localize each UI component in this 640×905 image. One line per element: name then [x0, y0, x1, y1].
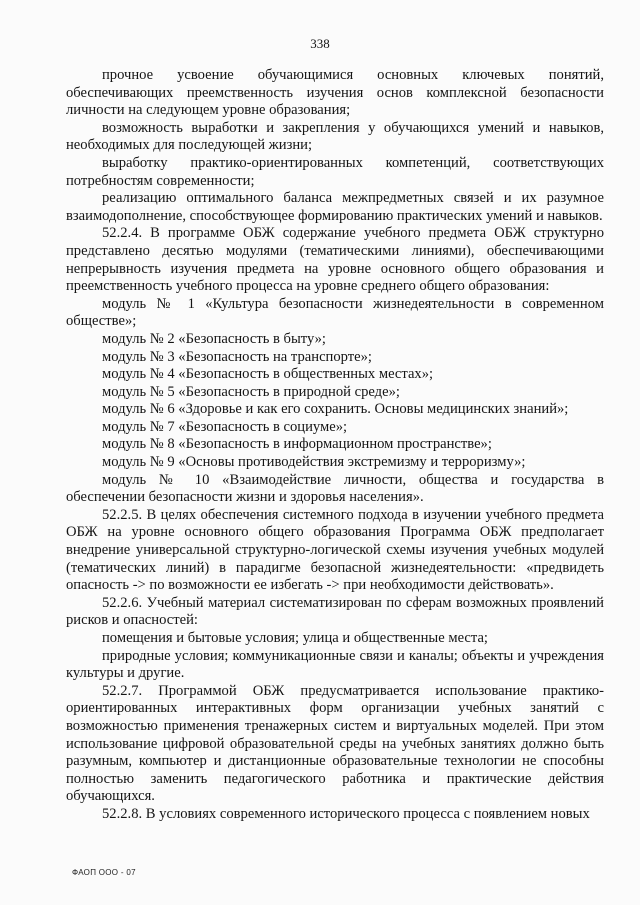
paragraph: возможность выработки и закрепления у обучающихся умений и навыков, необходимых для последующей жизни;: [66, 119, 604, 154]
module-item: модуль № 3 «Безопасность на транспорте»;: [102, 348, 372, 365]
footer-code: ФАОП ООО - 07: [72, 868, 136, 877]
paragraph-section-52-2-5: 52.2.5. В целях обеспечения системного подхода в изучении учебного предмета ОБЖ на уровне основного общего образования Программа ОБЖ предполагает внедрение универсальной структурно-логической схемы изучения учебных модулей (тематических линий) в парадигме безопасной жизнедеятельности: «предвидеть опасность -> по возможности ее избегать -> при необходимости действовать».: [66, 506, 604, 594]
module-item: модуль № 2 «Безопасность в быту»;: [102, 330, 326, 347]
paragraph-section-52-2-4: 52.2.4. В программе ОБЖ содержание учебного предмета ОБЖ структурно представлено десятью модулями (тематическими линиями), обеспечивающими непрерывность изучения предмета на уровне основного общего образования и преемственность учебного процесса на уровне среднего общего образования:: [66, 225, 604, 295]
paragraph-section-52-2-6: 52.2.6. Учебный материал систематизирован по сферам возможных проявлений рисков и опасностей:: [66, 594, 604, 629]
paragraph-section-52-2-7: 52.2.7. Программой ОБЖ предусматривается использование практико-ориентированных интерактивных форм организации учебных занятий с возможностью применения тренажерных систем и виртуальных моделей. При этом использование цифровой образовательной среды на учебных занятиях должно быть разумным, компьютер и дистанционные образовательные технологии не способны полностью заменить педагогического работника и практические действия обучающихся.: [66, 682, 604, 805]
page-number: 338: [310, 36, 330, 51]
module-item: модуль № 6 «Здоровье и как его сохранить. Основы медицинских знаний»;: [102, 401, 569, 418]
paragraph-section-52-2-8: 52.2.8. В условиях современного исторического процесса с появлением новых: [102, 805, 590, 822]
module-item: модуль № 10 «Взаимодействие личности, общества и государства в обеспечении безопасности жизни и здоровья населения».: [66, 471, 604, 506]
list-item: природные условия; коммуникационные связи и каналы; объекты и учреждения культуры и другие.: [66, 647, 604, 682]
list-item: помещения и бытовые условия; улица и общественные места;: [102, 630, 488, 646]
module-item: модуль № 9 «Основы противодействия экстремизму и терроризму»;: [102, 454, 526, 471]
paragraph: реализацию оптимального баланса межпредметных связей и их разумное взаимодополнение, способствующее формированию практических умений и навыков.: [66, 190, 604, 224]
module-item: модуль № 5 «Безопасность в природной среде»;: [102, 383, 400, 400]
module-item: модуль № 7 «Безопасность в социуме»;: [102, 418, 348, 435]
module-item: модуль № 4 «Безопасность в общественных местах»;: [102, 366, 434, 383]
body-text: [66, 67, 604, 824]
paragraph: выработку практико-ориентированных компетенций, соответствующих потребностям современности;: [66, 154, 604, 189]
module-item: модуль № 8 «Безопасность в информационном пространстве»;: [102, 436, 492, 453]
paragraph: прочное усвоение обучающимися основных ключевых понятий, обеспечивающих преемственность изучения основ комплексной безопасности личности на следующем уровне образования;: [66, 67, 604, 119]
module-item: модуль № 1 «Культура безопасности жизнедеятельности в современном обществе»;: [66, 295, 604, 330]
